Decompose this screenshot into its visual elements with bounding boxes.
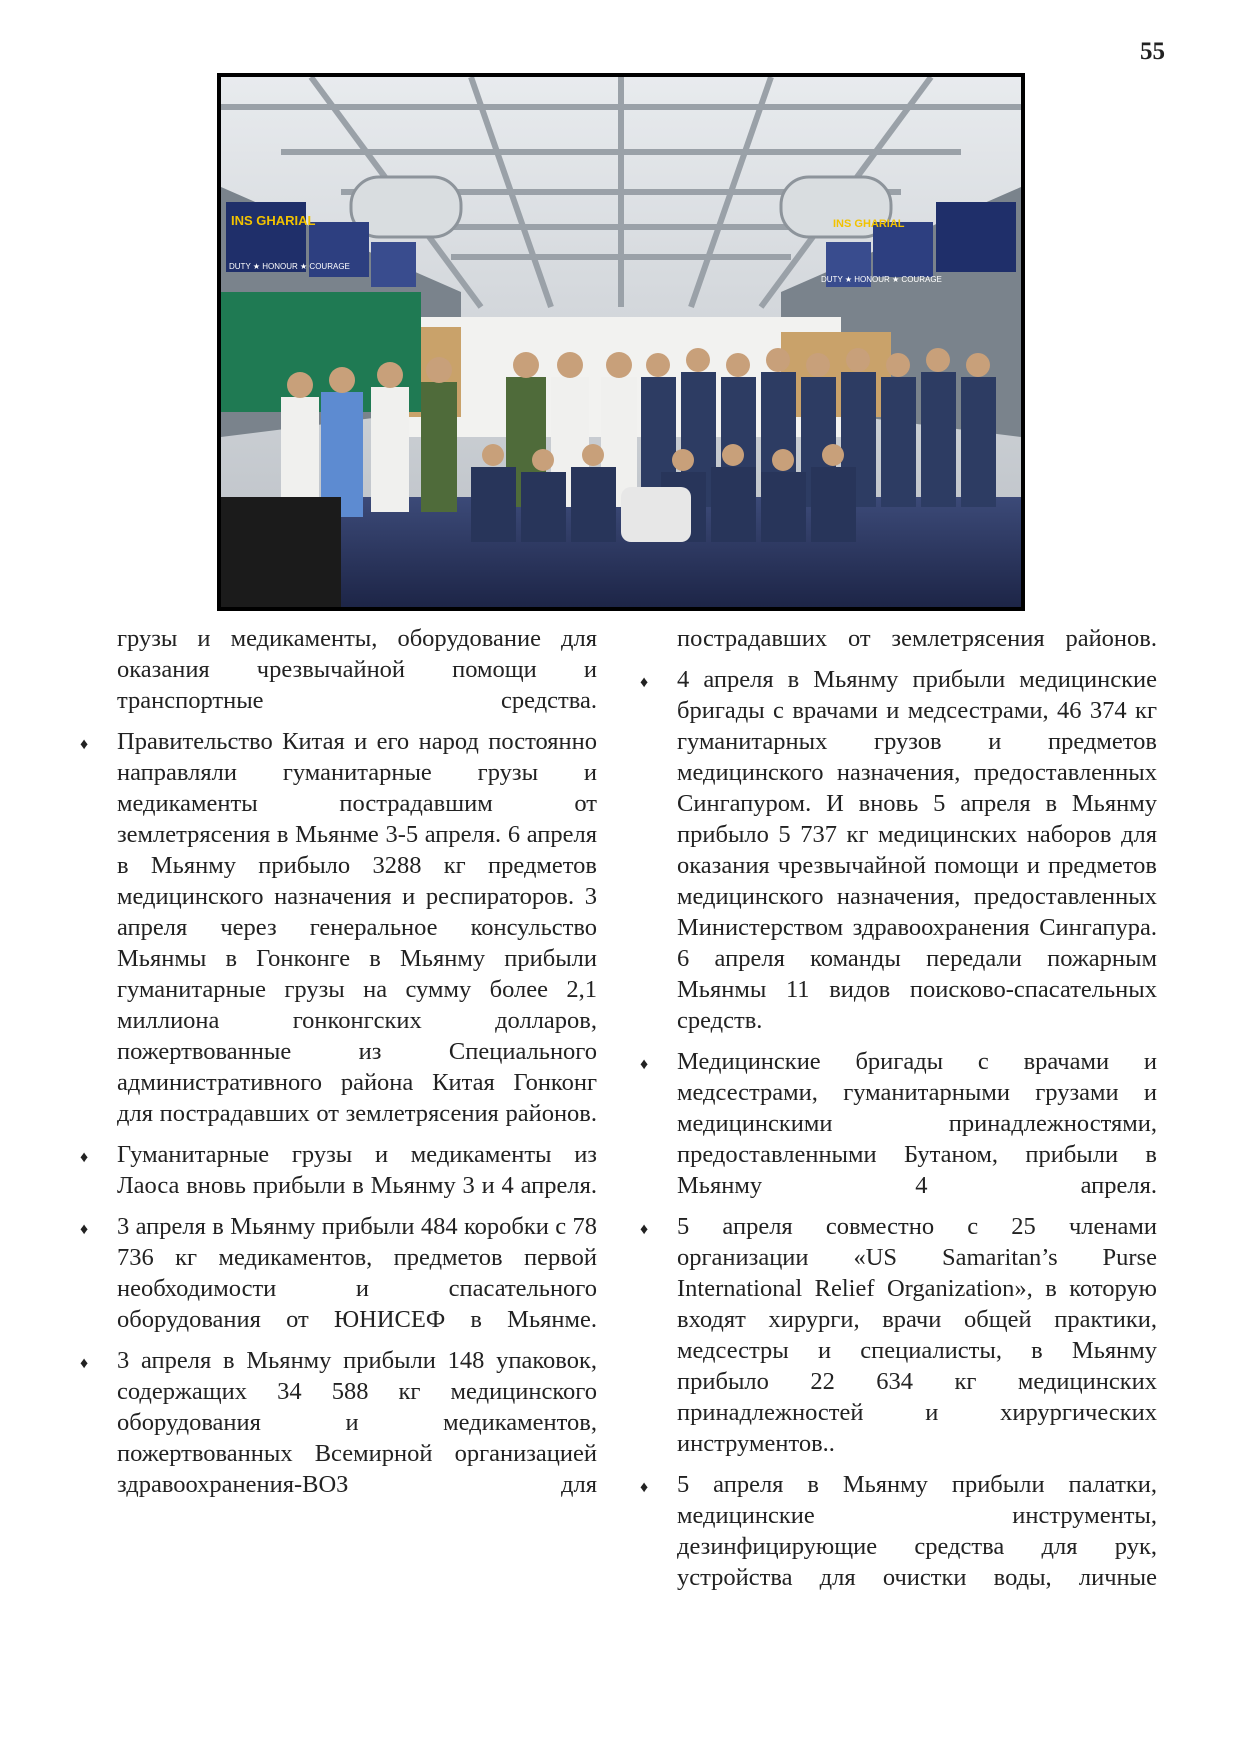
diamond-bullet-icon: ♦: [80, 1355, 89, 1372]
page-number: 55: [1140, 38, 1165, 65]
paragraph-text: Медицинские бригады с врачами и медсестрами, гуманитарными грузами и медицинскими принадлежностями, предоставленными Бутаном, прибыли в Мьянму 4 апреля.: [677, 1048, 1157, 1199]
paragraph-text: 5 апреля в Мьянму прибыли палатки, медицинские инструменты, дезинфицирующие средства для рук, устройства для очистки воды, личные: [677, 1471, 1157, 1591]
diamond-bullet-icon: ♦: [640, 1479, 649, 1496]
left-paragraph-5: [80, 1345, 597, 1500]
right-paragraph-3: [640, 1046, 1157, 1201]
banner-text-left: INS GHARIAL: [231, 213, 316, 228]
diamond-bullet-icon: ♦: [640, 1221, 649, 1238]
diamond-bullet-icon: ♦: [80, 1221, 89, 1238]
paragraph-text: Гуманитарные грузы и медикаменты из Лаоса вновь прибыли в Мьянму 3 и 4 апреля.: [117, 1141, 597, 1199]
diamond-bullet-icon: ♦: [640, 1056, 649, 1073]
paragraph-text: пострадавших от землетрясения районов.: [677, 625, 1157, 652]
ship-hangar-photo: [217, 73, 1025, 611]
diamond-bullet-icon: ♦: [80, 736, 89, 753]
right-paragraph-5: [640, 1469, 1157, 1593]
diamond-bullet-icon: ♦: [80, 1149, 89, 1166]
left-column: [80, 623, 597, 1510]
left-paragraph-2: [80, 726, 597, 1129]
diamond-bullet-icon: ♦: [640, 674, 649, 691]
right-paragraph-1: [677, 623, 1157, 654]
paragraph-text: 4 апреля в Мьянму прибыли медицинские бригады с врачами и медсестрами, 46 374 кг гуманитарных грузов и предметов медицинского назначения, предоставленных Сингапуром. И вновь 5 апреля в Мьянму прибыло 5 737 кг медицинских наборов для оказания чрезвычайной помощи и предметов медицинского назначения, предоставленных Министерством здравоохранения Сингапура. 6 апреля команды передали пожарным Мьянмы 11 видов поисково-спасательных средств.: [677, 666, 1157, 1034]
right-column: [640, 623, 1157, 1603]
paragraph-text: 5 апреля совместно с 25 членами организации «US Samaritan’s Purse International Relief Organization», в которую входят хирурги, врачи общей практики, медсестры и специалисты, в Мьянму прибыло 22 634 кг медицинских принадлежностей и хирургических инструментов..: [677, 1213, 1157, 1457]
banner-motto-left: DUTY ★ HONOUR ★ COURAGE: [229, 262, 350, 271]
paragraph-text: 3 апреля в Мьянму прибыли 484 коробки с 78 736 кг медикаментов, предметов первой необходимости и спасательного оборудования от ЮНИСЕФ в Мьянме.: [117, 1213, 597, 1333]
left-paragraph-1: [117, 623, 597, 716]
paragraph-text: грузы и медикаменты, оборудование для оказания чрезвычайной помощи и транспортные средства.: [117, 625, 597, 714]
paragraph-text: 3 апреля в Мьянму прибыли 148 упаковок, содержащих 34 588 кг медицинского оборудования и медикаментов, пожертвованных Всемирной организацией здравоохранения-ВОЗ для: [117, 1347, 597, 1498]
banner-text-right: INS GHARIAL: [833, 218, 905, 230]
right-paragraph-2: [640, 664, 1157, 1036]
left-paragraph-4: [80, 1211, 597, 1335]
left-paragraph-3: [80, 1139, 597, 1201]
banner-motto-right: DUTY ★ HONOUR ★ COURAGE: [821, 275, 942, 284]
paragraph-text: Правительство Китая и его народ постоянно направляли гуманитарные грузы и медикаменты пострадавшим от землетрясения в Мьянме 3-5 апреля. 6 апреля в Мьянму прибыло 3288 кг предметов медицинского назначения и респираторов. 3 апреля через генеральное консульство Мьянмы в Гонконге в Мьянму прибыли гуманитарные грузы на сумму более 2,1 миллиона гонконгских долларов, пожертвованные из Специального административного района Китая Гонконг для пострадавших от землетрясения районов.: [117, 728, 597, 1127]
photo-illustration: [221, 77, 1021, 607]
right-paragraph-4: [640, 1211, 1157, 1459]
